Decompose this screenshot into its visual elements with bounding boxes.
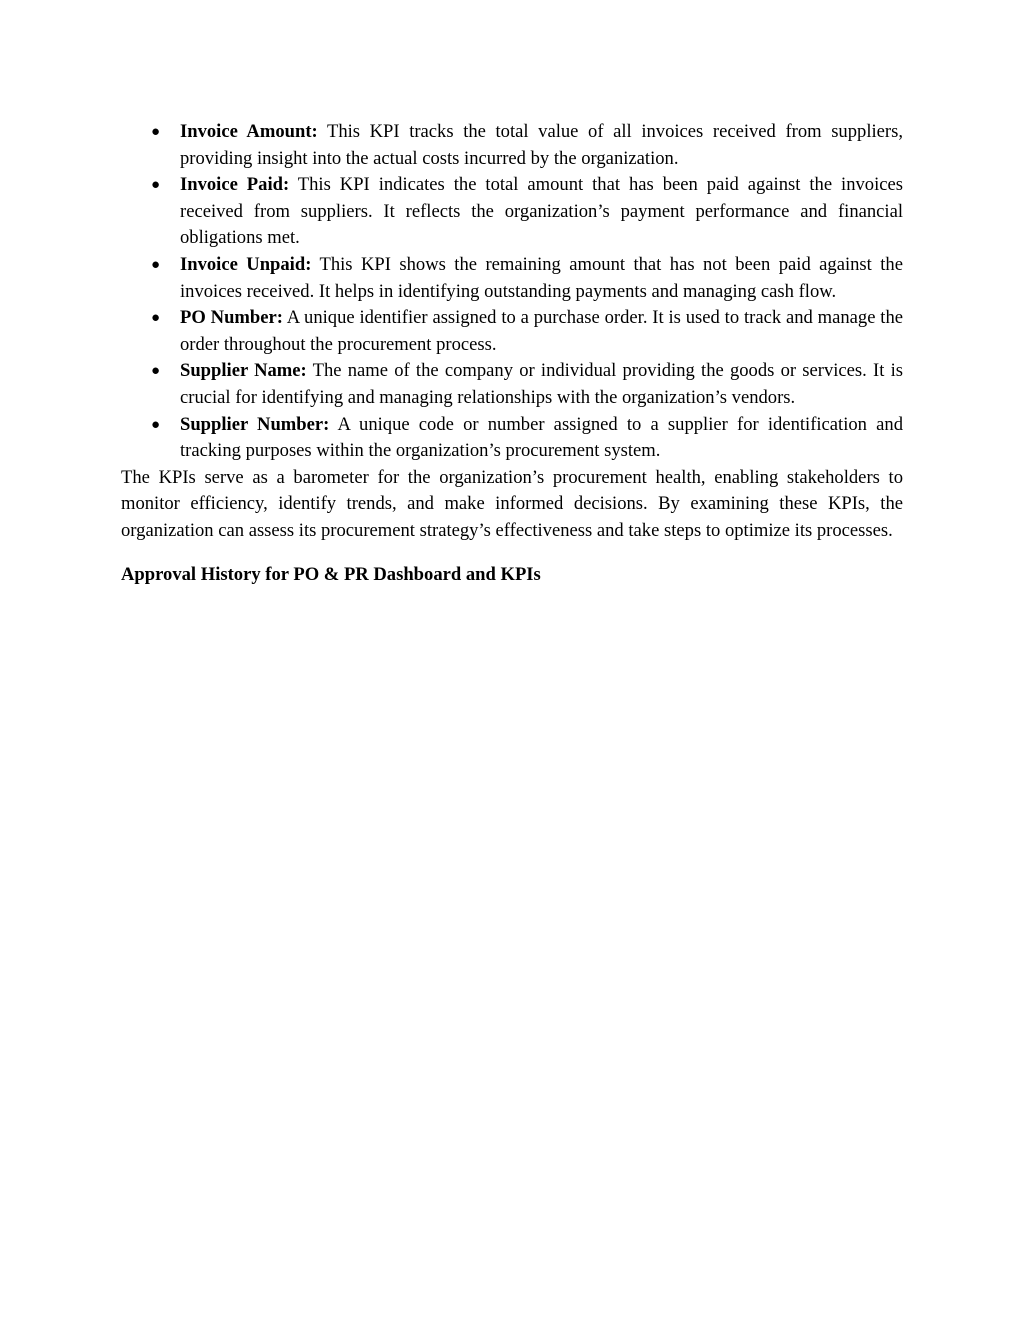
kpi-term: Supplier Number: [180, 413, 330, 435]
bullet-icon: ● [151, 124, 161, 140]
kpi-term: PO Number: [180, 307, 283, 329]
kpi-description: The name of the company or individual providing the goods or services. It is crucial for identifying and managing relationships with the organization’s vendors. [180, 360, 903, 408]
kpi-item-po-number [121, 305, 903, 358]
kpi-term: Invoice Amount: [180, 121, 318, 142]
kpi-term: Invoice Unpaid: [180, 253, 312, 275]
kpi-description: This KPI tracks the total value of all invoices received from suppliers, providing insight into the actual costs incurred by the organization. [180, 121, 903, 169]
kpi-item-invoice-unpaid [121, 252, 903, 305]
bullet-icon: ● [151, 310, 161, 327]
bullet-icon: ● [151, 256, 161, 273]
kpi-description: This KPI indicates the total amount that has been paid against the invoices received from suppliers. It reflects the organization’s payment performance and financial obligations met. [180, 174, 903, 249]
bullet-icon: ● [151, 416, 161, 433]
kpi-item-invoice-amount [121, 119, 903, 172]
kpi-item-supplier-number [121, 412, 903, 465]
kpi-description: A unique code or number assigned to a supplier for identification and tracking purposes within the organization’s procurement system. [180, 413, 903, 462]
kpi-item-invoice-paid [121, 172, 903, 252]
kpi-definition-list [121, 119, 903, 465]
summary-paragraph: The KPIs serve as a barometer for the organization’s procurement health, enabling stakeholders to monitor efficiency, identify trends, and make informed decisions. By examining these KPIs, the organization can assess its procurement strategy’s effectiveness and take steps to optimize its processes. [121, 466, 903, 541]
kpi-term: Supplier Name: [180, 360, 307, 382]
section-heading: Approval History for PO & PR Dashboard and KPIs [121, 563, 541, 585]
kpi-term: Invoice Paid: [180, 174, 290, 196]
bullet-icon: ● [151, 177, 161, 194]
kpi-description: A unique identifier assigned to a purchase order. It is used to track and manage the order throughout the procurement process. [180, 307, 904, 355]
bullet-icon: ● [151, 363, 161, 380]
kpi-item-supplier-name [121, 358, 903, 411]
kpi-description: This KPI shows the remaining amount that has not been paid against the invoices received. It helps in identifying outstanding payments and managing cash flow. [180, 253, 903, 302]
document-page [121, 119, 903, 588]
